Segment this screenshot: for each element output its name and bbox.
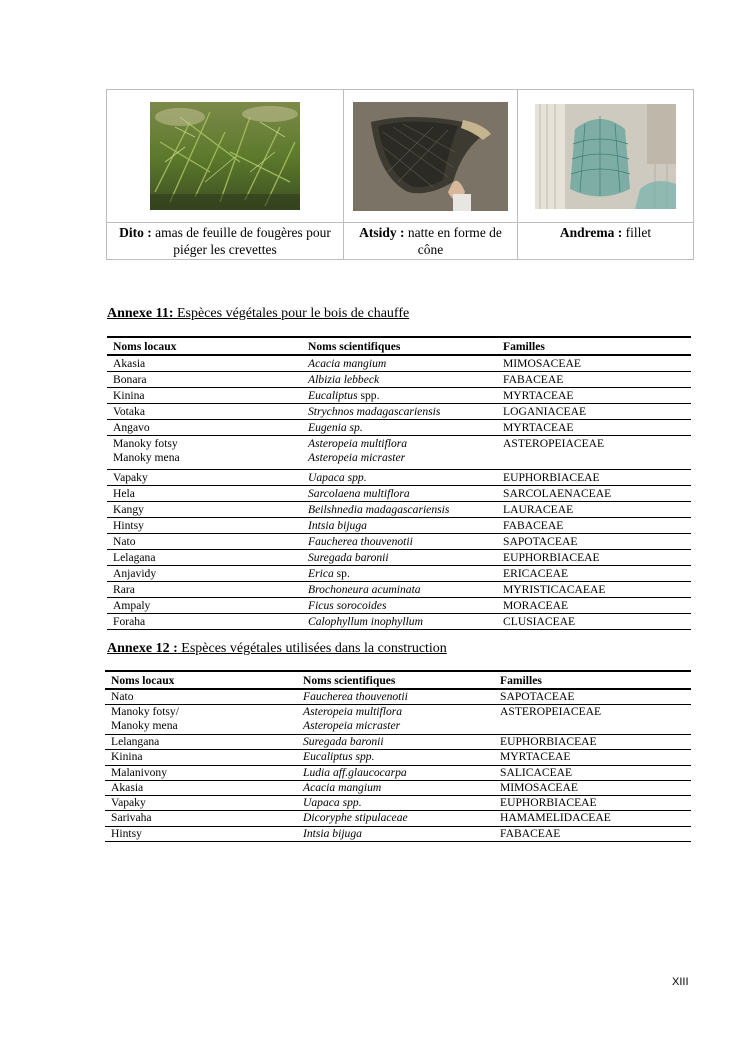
table-row (105, 811, 691, 826)
annex-number: Annexe 11: (107, 306, 174, 321)
cell-local-name (105, 689, 297, 705)
table-row (107, 582, 691, 598)
cell-scientific-name (297, 796, 494, 811)
scientific-name: Beilshnedia madagascariensis (308, 503, 450, 516)
cell-family: EUPHORBIACEAE (500, 735, 597, 748)
local-name: Akasia (111, 780, 144, 794)
caption-sep: : (396, 225, 408, 240)
local-name: Vapaky (113, 471, 148, 484)
cell-family: FABACEAE (503, 519, 564, 532)
scientific-name: Asteropeia multiflora (303, 705, 403, 718)
cell-local-name (107, 598, 302, 614)
col-header-family: Familles (503, 340, 545, 353)
local-name: Lelangana (111, 735, 160, 748)
caption-term: Atsidy (359, 225, 397, 240)
cell-family: ASTEROPEIACEAE (503, 437, 605, 450)
cell-family: LAURACEAE (503, 503, 574, 516)
cell-scientific-name (302, 355, 497, 372)
scientific-suffix: sp. (333, 567, 350, 580)
col-header-sci: Noms scientifiques (303, 674, 396, 687)
caption-desc: natte en forme de cône (407, 225, 502, 257)
local-name: Rara (113, 583, 135, 596)
cell-family: FABACEAE (500, 826, 561, 840)
scientific-name: Intsia bijuga (303, 826, 362, 840)
local-name: Ampaly (113, 599, 151, 612)
annex12-table (105, 670, 691, 842)
cell-family: SARCOLAENACEAE (503, 487, 612, 500)
annex11-table (107, 336, 691, 630)
local-name: Hintsy (111, 826, 142, 840)
cell-scientific-name (302, 550, 497, 566)
scientific-name: Faucherea thouvenotii (308, 535, 413, 548)
annex12-heading (107, 641, 447, 657)
table-row (107, 436, 691, 470)
local-name: Nato (111, 690, 134, 703)
cell-scientific-name (297, 811, 494, 826)
scientific-name: Acacia mangium (308, 357, 387, 370)
caption-term: Andrema (559, 225, 615, 240)
table-row (105, 796, 691, 811)
cell-family: SAPOTACEAE (503, 535, 578, 548)
cell-family: LOGANIACEAE (503, 405, 587, 418)
local-name: Vapaky (111, 796, 146, 810)
cell-scientific-name (302, 518, 497, 534)
caption-desc: fillet (625, 225, 652, 240)
local-name: Foraha (113, 615, 146, 628)
table-row (107, 404, 691, 420)
cell-local-name (107, 550, 302, 566)
table-row (105, 765, 691, 780)
cell-scientific-name (297, 765, 494, 780)
table-row (105, 826, 691, 841)
table-row (107, 534, 691, 550)
table-row (105, 705, 691, 735)
local-name: Kinina (111, 750, 143, 764)
cell-scientific-name (302, 372, 497, 388)
col-header-local: Noms locaux (113, 340, 177, 353)
local-name: Hela (113, 487, 135, 500)
cell-scientific-name (302, 470, 497, 486)
photo-caption-dito (107, 223, 344, 260)
scientific-name: Uapaca spp. (303, 796, 362, 810)
cell-family: MIMOSACEAE (500, 780, 578, 794)
scientific-name: Faucherea thouvenotii (303, 690, 408, 703)
cell-local-name (107, 566, 302, 582)
local-name: Kinina (113, 389, 145, 402)
cell-family: CLUSIACEAE (503, 615, 576, 628)
table-row (107, 372, 691, 388)
cell-local-name (107, 355, 302, 372)
scientific-name: Asteropeia multiflora (308, 437, 408, 450)
cell-scientific-name (302, 598, 497, 614)
cell-scientific-name (302, 436, 497, 470)
cell-local-name (105, 735, 297, 750)
table-row (107, 486, 691, 502)
annex11-heading (107, 306, 409, 322)
local-name: Anjavidy (113, 567, 157, 580)
scientific-name: Acacia mangium (303, 780, 382, 794)
cell-local-name (107, 502, 302, 518)
scientific-name: Ficus sorocoides (308, 599, 387, 612)
scientific-name: Ludia aff.glaucocarpa (303, 765, 407, 779)
table-row (107, 420, 691, 436)
cell-local-name (105, 826, 297, 841)
table-row (107, 614, 691, 630)
cell-scientific-name (302, 404, 497, 420)
cell-scientific-name (302, 534, 497, 550)
local-name: Sarivaha (111, 811, 152, 825)
atsidy-photo (353, 102, 508, 211)
local-name: Manoky mena (111, 719, 178, 732)
cell-family: MYRTACEAE (503, 389, 574, 402)
scientific-name: Sarcolaena multiflora (308, 487, 410, 500)
cell-scientific-name (302, 388, 497, 404)
table-header-row (107, 337, 691, 355)
local-name: Manoky fotsy/ (111, 705, 179, 718)
scientific-name: Albizia lebbeck (308, 373, 380, 386)
scientific-name: Asteropeia micraster (308, 451, 406, 464)
cell-scientific-name (297, 689, 494, 705)
caption-desc: amas de feuille de fougères pour piéger les crevettes (155, 225, 331, 257)
table-row (105, 780, 691, 795)
local-name: Manoky fotsy (113, 437, 178, 450)
photo-caption-atsidy (344, 223, 518, 260)
col-header-sci: Noms scientifiques (308, 340, 401, 353)
cell-family: MYRTACEAE (503, 421, 574, 434)
cell-scientific-name (302, 486, 497, 502)
cell-family: EUPHORBIACEAE (500, 796, 597, 810)
scientific-name: Eucaliptus (308, 389, 358, 402)
cell-local-name (105, 811, 297, 826)
scientific-name: Strychnos madagascariensis (308, 405, 441, 418)
scientific-name: Suregada baronii (308, 551, 389, 564)
scientific-name: Suregada baronii (303, 735, 384, 748)
cell-scientific-name (297, 705, 494, 735)
cell-family: EUPHORBIACEAE (503, 471, 600, 484)
cell-local-name (105, 780, 297, 795)
local-name: Akasia (113, 357, 146, 370)
photo-cell-dito (107, 90, 344, 223)
cell-scientific-name (302, 566, 497, 582)
caption-term: Dito (119, 225, 144, 240)
scientific-name: Intsia bijuga (308, 519, 367, 532)
caption-sep: : (143, 225, 156, 240)
local-name: Votaka (113, 405, 145, 418)
cell-scientific-name (297, 750, 494, 765)
cell-local-name (107, 404, 302, 420)
scientific-name: Eugenia sp. (308, 421, 363, 434)
cell-family: FABACEAE (503, 373, 564, 386)
cell-scientific-name (297, 826, 494, 841)
cell-local-name (107, 436, 302, 470)
cell-local-name (107, 534, 302, 550)
table-row (105, 689, 691, 705)
table-header-row (105, 671, 691, 689)
cell-local-name (107, 470, 302, 486)
local-name: Malanivony (111, 765, 168, 779)
cell-family: MIMOSACEAE (503, 357, 581, 370)
table-row (107, 518, 691, 534)
table-row (105, 750, 691, 765)
annex-number: Annexe 12 : (107, 641, 178, 656)
annex-title: Espèces végétales pour le bois de chauffe (177, 306, 410, 321)
cell-local-name (107, 372, 302, 388)
cell-scientific-name (297, 780, 494, 795)
cell-local-name (107, 582, 302, 598)
cell-scientific-name (302, 582, 497, 598)
cell-family: SAPOTACEAE (500, 690, 575, 703)
cell-family: ASTEROPEIACEAE (500, 705, 602, 718)
scientific-name: Asteropeia micraster (303, 719, 401, 732)
cell-family: MYRISTICACAEAE (503, 583, 606, 596)
cell-family: SALICACEAE (500, 765, 573, 779)
local-name: Kangy (113, 503, 144, 516)
local-name: Bonara (113, 373, 147, 386)
local-name: Lelagana (113, 551, 156, 564)
page-number: XIII (672, 976, 689, 988)
table-row (105, 735, 691, 750)
cell-local-name (105, 705, 297, 735)
cell-local-name (107, 518, 302, 534)
cell-scientific-name (302, 502, 497, 518)
col-header-local: Noms locaux (111, 674, 175, 687)
local-name: Nato (113, 535, 136, 548)
cell-local-name (105, 796, 297, 811)
table-row (107, 598, 691, 614)
scientific-name: Calophyllum inophyllum (308, 615, 423, 628)
local-name: Angavo (113, 421, 150, 434)
col-header-family: Familles (500, 674, 542, 687)
table-row (107, 550, 691, 566)
cell-family: ERICACEAE (503, 567, 569, 580)
table-row (107, 355, 691, 372)
scientific-name: Uapaca spp. (308, 471, 367, 484)
scientific-suffix: spp. (357, 389, 380, 402)
table-row (107, 388, 691, 404)
annex-title: Espèces végétales utilisées dans la construction (181, 641, 447, 656)
andrema-photo (535, 104, 676, 209)
cell-family: EUPHORBIACEAE (503, 551, 600, 564)
cell-local-name (107, 420, 302, 436)
cell-family: MYRTACEAE (500, 750, 571, 764)
cell-local-name (107, 614, 302, 630)
photo-cell-atsidy (344, 90, 518, 223)
cell-family: HAMAMELIDACEAE (500, 811, 611, 825)
table-row (107, 470, 691, 486)
cell-family: MORACEAE (503, 599, 569, 612)
table-row (107, 566, 691, 582)
cell-scientific-name (302, 420, 497, 436)
scientific-name: Brochoneura acuminata (308, 583, 421, 596)
caption-sep: : (614, 225, 626, 240)
cell-scientific-name (297, 735, 494, 750)
photo-table (106, 89, 694, 260)
scientific-name: Dicoryphe stipulaceae (303, 811, 408, 825)
table-row (107, 502, 691, 518)
cell-scientific-name (302, 614, 497, 630)
cell-local-name (105, 765, 297, 780)
photo-cell-andrema (518, 90, 694, 223)
photo-caption-andrema (518, 223, 694, 260)
local-name: Hintsy (113, 519, 144, 532)
cell-local-name (105, 750, 297, 765)
scientific-name: Erica (308, 567, 334, 580)
cell-local-name (107, 388, 302, 404)
cell-local-name (107, 486, 302, 502)
dito-photo (150, 102, 300, 210)
scientific-name: Eucaliptus spp. (303, 750, 375, 764)
local-name: Manoky mena (113, 451, 180, 464)
